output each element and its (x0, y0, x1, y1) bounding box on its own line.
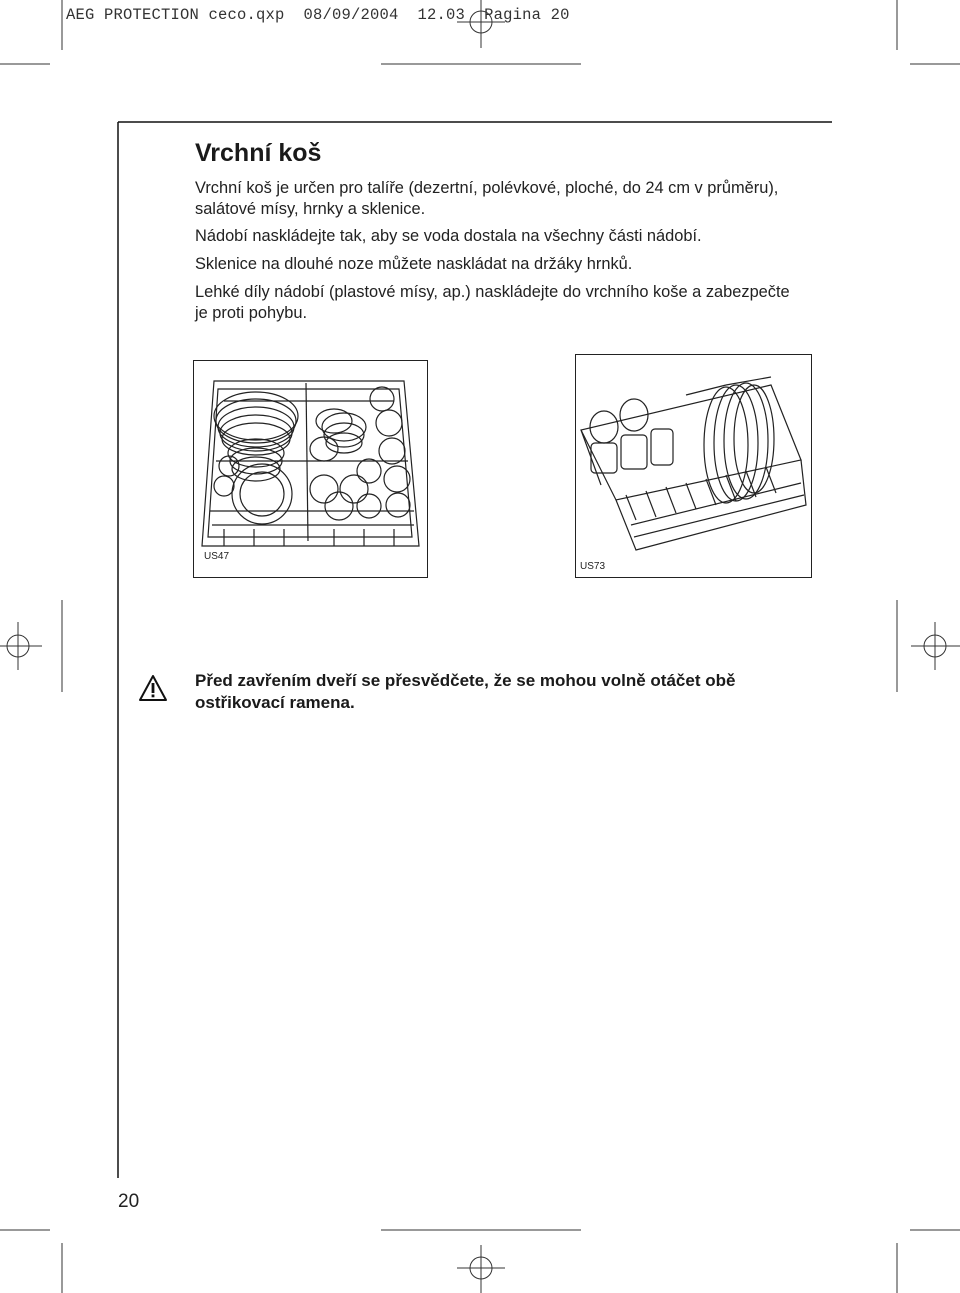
paragraph-placement: Nádobí naskládejte tak, aby se voda dostala na všechny části nádobí. (195, 227, 702, 245)
paragraph-glasses: Sklenice na dlouhé noze můžete naskládat na držáky hrnků. (195, 255, 633, 273)
section-title: Vrchní koš (195, 139, 322, 167)
upper-basket-top-view-illustration (194, 361, 427, 577)
paragraph-light-items: Lehké díly nádobí (plastové mísy, ap.) naskládejte do vrchního koše a zabezpečte je proti pohybu. (195, 283, 790, 322)
figure-us73 (575, 354, 812, 578)
figure-label-us73: US73 (580, 561, 606, 572)
figure-us47 (193, 360, 428, 578)
warning-triangle-icon (138, 674, 168, 702)
warning-text: Před zavřením dveří se přesvědčete, že se mohou volně otáčet obě ostřikovací ramena. (195, 671, 736, 712)
upper-basket-side-view-illustration (576, 355, 811, 577)
figure-label-us47: US47 (204, 551, 230, 562)
page-number: 20 (118, 1191, 140, 1212)
print-slug: AEG PROTECTION ceco.qxp 08/09/2004 12.03 Pagina 20 (66, 6, 570, 24)
paragraph-intro: Vrchní koš je určen pro talíře (dezertní, polévkové, ploché, do 24 cm v průměru), salátové mísy, hrnky a sklenice. (195, 179, 779, 218)
